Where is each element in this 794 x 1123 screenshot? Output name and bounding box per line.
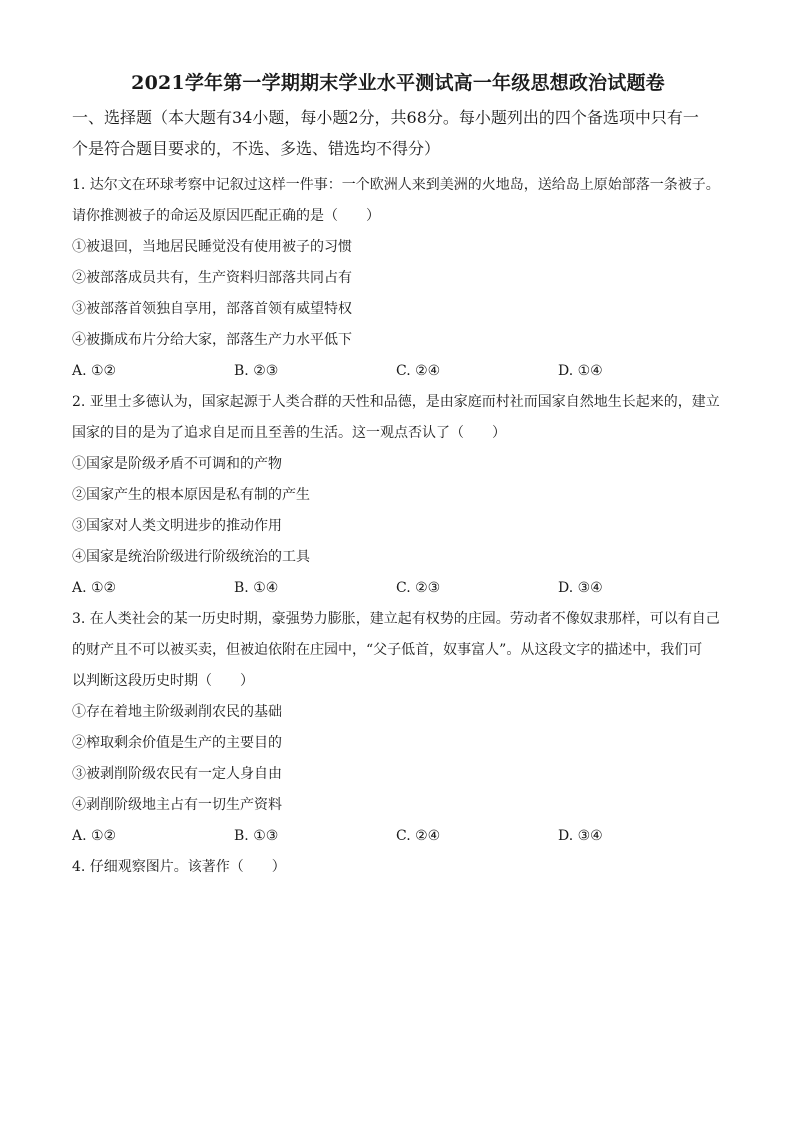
exam-page — [72, 68, 724, 883]
question-3 — [72, 604, 724, 852]
answer-choices — [72, 356, 724, 387]
statement-item: ②被部落成员共有，生产资料归部落共同占有 — [72, 270, 352, 286]
question-stem-line: 3. 在人类社会的某一历史时期，豪强势力膨胀，建立起有权势的庄园。劳动者不像奴隶那样，可以有自己 — [72, 611, 720, 627]
choice-c: C. ②③ — [396, 580, 441, 596]
statement-item: ③国家对人类文明进步的推动作用 — [72, 518, 282, 534]
choice-c: C. ②④ — [396, 828, 441, 844]
question-2 — [72, 387, 724, 604]
answer-choices — [72, 573, 724, 604]
section-heading-line-2: 个是符合题目要求的，不选、多选、错选均不得分） — [72, 139, 441, 158]
statement-item: ②国家产生的根本原因是私有制的产生 — [72, 487, 310, 503]
choice-d: D. ③④ — [558, 580, 603, 596]
question-stem-line: 1. 达尔文在环球考察中记叙过这样一件事：一个欧洲人来到美洲的火地岛，送给岛上原始部落一条被子。 — [72, 177, 720, 193]
statement-item: ①被退回，当地居民睡觉没有使用被子的习惯 — [72, 239, 352, 255]
choice-d: D. ③④ — [558, 828, 603, 844]
section-heading — [72, 102, 724, 164]
statement-item: ④国家是统治阶级进行阶级统治的工具 — [72, 549, 310, 565]
statement-item: ④剥削阶级地主占有一切生产资料 — [72, 797, 282, 813]
statement-item: ③被剥削阶级农民有一定人身自由 — [72, 766, 282, 782]
question-stem-line: 4. 仔细观察图片。该著作（ ） — [72, 859, 286, 875]
question-stem-line: 请你推测被子的命运及原因匹配正确的是（ ） — [72, 208, 380, 224]
choice-b: B. ①③ — [234, 828, 279, 844]
choice-b: B. ②③ — [234, 363, 279, 379]
question-stem-line: 以判断这段历史时期（ ） — [72, 673, 254, 689]
choice-c: C. ②④ — [396, 363, 441, 379]
choice-a: A. ①② — [72, 828, 117, 844]
question-stem-line: 国家的目的是为了追求自足而且至善的生活。这一观点否认了（ ） — [72, 425, 506, 441]
question-stem-line: 2. 亚里士多德认为，国家起源于人类合群的天性和品德，是由家庭而村社而国家自然地生长起来的，建立 — [72, 394, 720, 410]
answer-choices — [72, 821, 724, 852]
page-title: 2021学年第一学期期末学业水平测试高一年级思想政治试题卷 — [131, 72, 665, 94]
question-4 — [72, 852, 724, 883]
question-1 — [72, 170, 724, 387]
statement-item: ④被撕成布片分给大家，部落生产力水平低下 — [72, 332, 352, 348]
statement-item: ①存在着地主阶级剥削农民的基础 — [72, 704, 282, 720]
choice-b: B. ①④ — [234, 580, 279, 596]
question-stem-line: 的财产且不可以被买卖，但被迫依附在庄园中，“父子低首，奴事富人”。从这段文字的描述中，我们可 — [72, 642, 703, 658]
choice-d: D. ①④ — [558, 363, 603, 379]
section-heading-line-1: 一、选择题（本大题有34小题，每小题2分，共68分。每小题列出的四个备选项中只有一 — [72, 108, 699, 127]
statement-item: ③被部落首领独自享用，部落首领有威望特权 — [72, 301, 352, 317]
choice-a: A. ①② — [72, 363, 117, 379]
choice-a: A. ①② — [72, 580, 117, 596]
statement-item: ①国家是阶级矛盾不可调和的产物 — [72, 456, 282, 472]
statement-item: ②榨取剩余价值是生产的主要目的 — [72, 735, 282, 751]
